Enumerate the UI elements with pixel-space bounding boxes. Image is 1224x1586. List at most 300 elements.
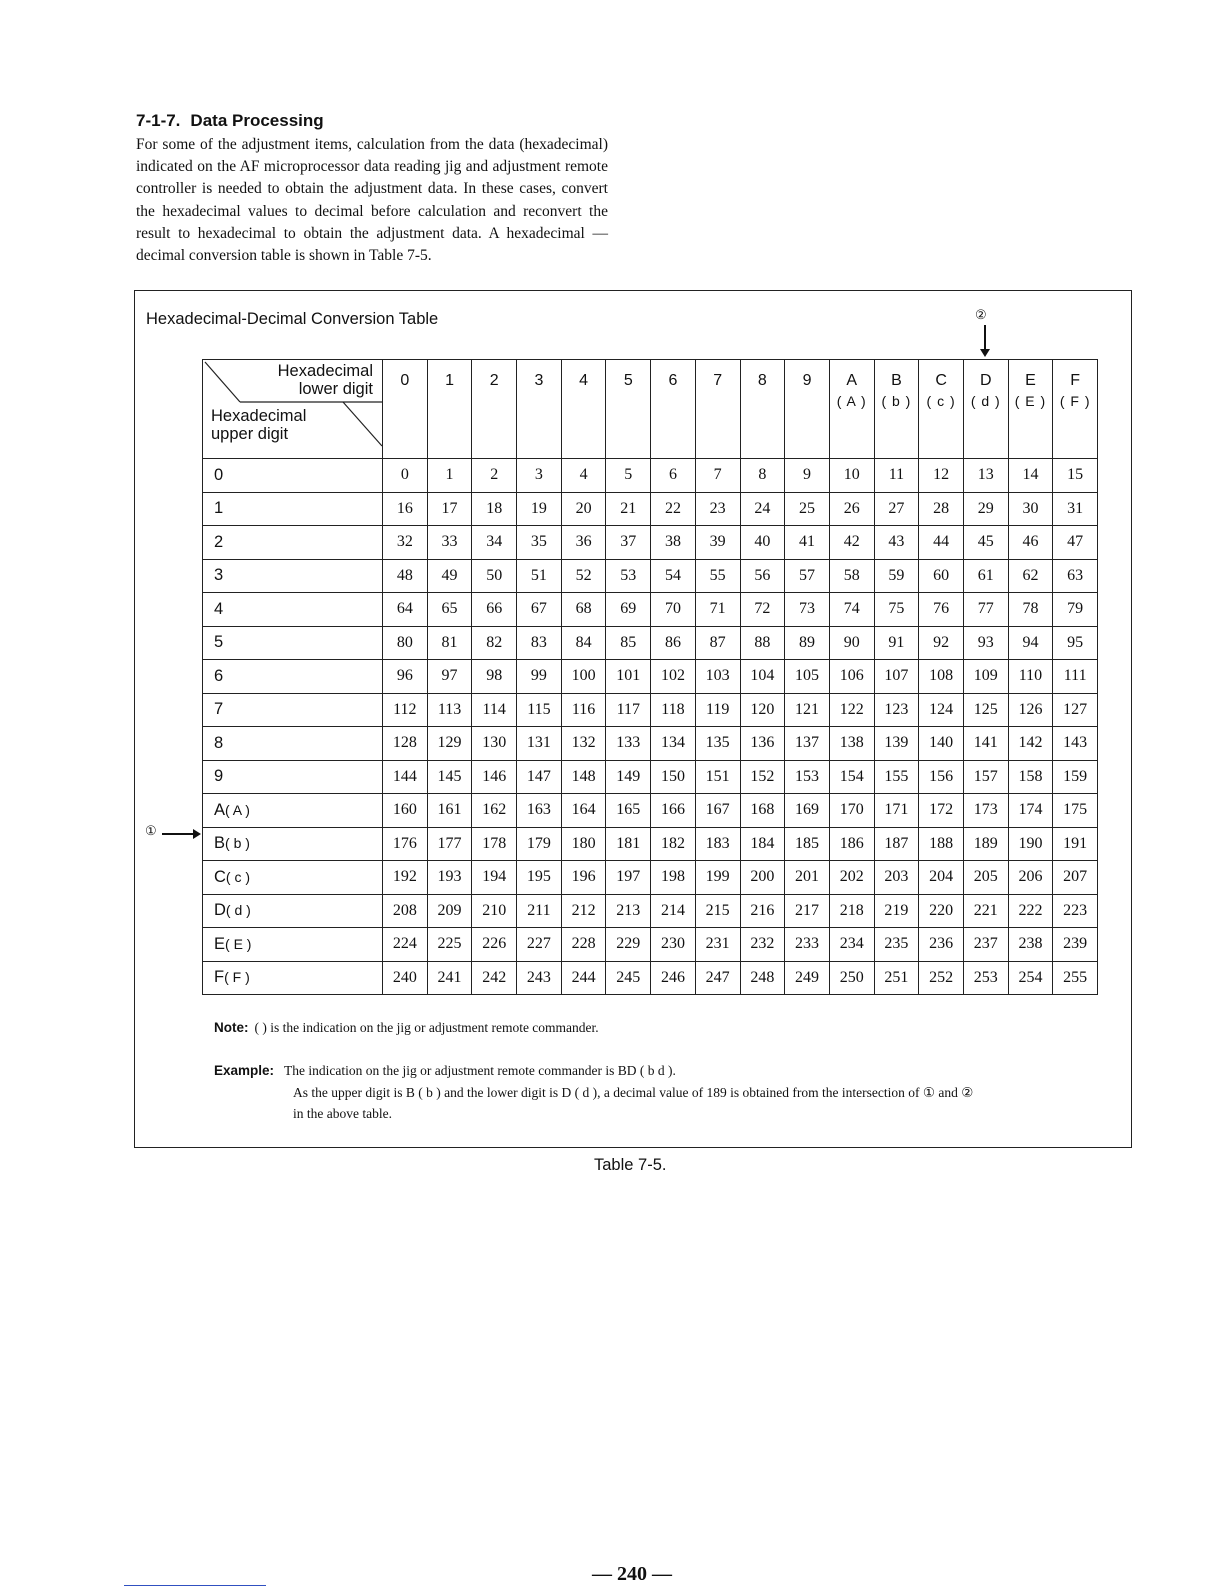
table-row	[203, 693, 1098, 727]
table-row	[203, 593, 1098, 627]
intro-paragraph: For some of the adjustment items, calculation from the data (hexadecimal) indicated on the AF microprocessor data reading jig and adjustment remote controller is needed to obtain the adjustment data. In these cases, convert the hexadecimal values to decimal before calculation and reconvert the result to hexadecimal to obtain the adjustment data. A hexadecimal — decimal conversion table is shown in Table 7-5.	[136, 136, 608, 265]
row-header-4	[203, 593, 383, 627]
table-cell: 244	[561, 961, 606, 995]
table-cell: 58	[829, 559, 874, 593]
column-digit: 2	[489, 372, 499, 389]
column-digit: A	[846, 372, 858, 389]
table-cell: 43	[874, 526, 919, 560]
row-display-symbol: ( A )	[225, 801, 250, 818]
table-cell: 61	[963, 559, 1008, 593]
column-header-1	[427, 360, 472, 459]
table-cell: 113	[427, 693, 472, 727]
table-cell: 163	[517, 794, 562, 828]
table-cell: 178	[472, 827, 517, 861]
table-row	[203, 794, 1098, 828]
table-cell: 106	[829, 660, 874, 694]
table-cell: 129	[427, 727, 472, 761]
column-digit: 3	[534, 372, 544, 389]
table-cell: 56	[740, 559, 785, 593]
row-header-e	[203, 928, 383, 962]
row-digit: A	[214, 800, 226, 819]
table-row	[203, 827, 1098, 861]
down-arrow-icon	[984, 325, 986, 351]
table-cell: 74	[829, 593, 874, 627]
table-cell: 120	[740, 693, 785, 727]
column-header-b	[874, 360, 919, 459]
table-cell: 155	[874, 760, 919, 794]
column-digit: 6	[668, 372, 678, 389]
table-row	[203, 459, 1098, 493]
table-cell: 151	[695, 760, 740, 794]
upper-digit-marker: ①	[145, 823, 157, 838]
row-digit: 1	[214, 499, 224, 518]
table-cell: 222	[1008, 894, 1053, 928]
table-cell: 218	[829, 894, 874, 928]
table-cell: 3	[517, 459, 562, 493]
row-digit: 7	[214, 700, 224, 719]
table-cell: 97	[427, 660, 472, 694]
table-cell: 77	[963, 593, 1008, 627]
table-cell: 253	[963, 961, 1008, 995]
table-cell: 78	[1008, 593, 1053, 627]
table-cell: 159	[1053, 760, 1098, 794]
table-cell: 60	[919, 559, 964, 593]
row-header-3	[203, 559, 383, 593]
table-cell: 57	[785, 559, 830, 593]
row-header-f	[203, 961, 383, 995]
table-cell: 53	[606, 559, 651, 593]
page-number: — 240 —	[592, 1563, 672, 1585]
table-cell: 237	[963, 928, 1008, 962]
table-cell: 118	[651, 693, 696, 727]
table-cell: 185	[785, 827, 830, 861]
arrowhead-right-icon	[193, 829, 201, 839]
column-digit: C	[935, 372, 947, 389]
table-cell: 20	[561, 492, 606, 526]
table-cell: 133	[606, 727, 651, 761]
table-cell: 191	[1053, 827, 1098, 861]
table-cell: 249	[785, 961, 830, 995]
table-cell: 31	[1053, 492, 1098, 526]
table-cell: 122	[829, 693, 874, 727]
table-cell: 175	[1053, 794, 1098, 828]
table-cell: 105	[785, 660, 830, 694]
table-cell: 229	[606, 928, 651, 962]
table-cell: 11	[874, 459, 919, 493]
table-cell: 124	[919, 693, 964, 727]
table-cell: 241	[427, 961, 472, 995]
table-cell: 38	[651, 526, 696, 560]
corner-lower-line: Hexadecimal	[277, 362, 373, 380]
table-cell: 226	[472, 928, 517, 962]
table-cell: 196	[561, 861, 606, 895]
table-cell: 108	[919, 660, 964, 694]
section-title	[136, 111, 324, 131]
table-cell: 139	[874, 727, 919, 761]
table-cell: 187	[874, 827, 919, 861]
table-row	[203, 559, 1098, 593]
table-cell: 63	[1053, 559, 1098, 593]
table-cell: 251	[874, 961, 919, 995]
table-cell: 1	[427, 459, 472, 493]
table-cell: 149	[606, 760, 651, 794]
table-cell: 188	[919, 827, 964, 861]
table-cell: 94	[1008, 626, 1053, 660]
row-digit: 8	[214, 733, 224, 752]
table-cell: 21	[606, 492, 651, 526]
example-line-2: As the upper digit is B ( b ) and the lower digit is D ( d ), a decimal value of 189 is obtained from the intersection of ① and ②	[293, 1085, 974, 1100]
table-cell: 79	[1053, 593, 1098, 627]
table-cell: 49	[427, 559, 472, 593]
table-cell: 248	[740, 961, 785, 995]
column-digit: D	[980, 372, 992, 389]
table-cell: 107	[874, 660, 919, 694]
column-display-symbol: ( A )	[836, 393, 867, 409]
row-header-7	[203, 693, 383, 727]
column-display-symbol: ( F )	[1059, 393, 1091, 409]
corner-lower-label	[278, 362, 373, 398]
table-cell: 121	[785, 693, 830, 727]
table-caption: Hexadecimal-Decimal Conversion Table	[146, 310, 439, 328]
note-label: Note:	[214, 1020, 249, 1035]
table-cell: 47	[1053, 526, 1098, 560]
row-header-8	[203, 727, 383, 761]
table-cell: 18	[472, 492, 517, 526]
table-cell: 204	[919, 861, 964, 895]
table-cell: 213	[606, 894, 651, 928]
column-digit: 9	[802, 372, 812, 389]
table-cell: 72	[740, 593, 785, 627]
row-header-6	[203, 660, 383, 694]
table-cell: 148	[561, 760, 606, 794]
table-cell: 13	[963, 459, 1008, 493]
table-cell: 143	[1053, 727, 1098, 761]
column-header-4	[561, 360, 606, 459]
table-cell: 16	[383, 492, 428, 526]
table-cell: 234	[829, 928, 874, 962]
table-cell: 93	[963, 626, 1008, 660]
table-cell: 111	[1053, 660, 1098, 694]
table-cell: 245	[606, 961, 651, 995]
table-cell: 110	[1008, 660, 1053, 694]
table-cell: 221	[963, 894, 1008, 928]
table-cell: 26	[829, 492, 874, 526]
table-cell: 69	[606, 593, 651, 627]
column-digit: 8	[757, 372, 767, 389]
section-heading: Data Processing	[190, 111, 324, 130]
table-cell: 92	[919, 626, 964, 660]
table-cell: 209	[427, 894, 472, 928]
table-cell: 12	[919, 459, 964, 493]
table-cell: 68	[561, 593, 606, 627]
row-display-symbol: ( c )	[225, 868, 251, 885]
table-cell: 254	[1008, 961, 1053, 995]
table-cell: 35	[517, 526, 562, 560]
row-digit: 5	[214, 633, 224, 652]
table-row	[203, 961, 1098, 995]
table-cell: 34	[472, 526, 517, 560]
table-cell: 210	[472, 894, 517, 928]
row-digit: 0	[214, 465, 224, 484]
table-cell: 220	[919, 894, 964, 928]
table-cell: 64	[383, 593, 428, 627]
table-cell: 144	[383, 760, 428, 794]
table-cell: 230	[651, 928, 696, 962]
table-cell: 114	[472, 693, 517, 727]
table-cell: 150	[651, 760, 696, 794]
table-cell: 223	[1053, 894, 1098, 928]
table-cell: 231	[695, 928, 740, 962]
table-cell: 103	[695, 660, 740, 694]
table-cell: 117	[606, 693, 651, 727]
table-cell: 216	[740, 894, 785, 928]
table-cell: 211	[517, 894, 562, 928]
table-cell: 23	[695, 492, 740, 526]
arrowhead-down-icon	[980, 349, 990, 357]
table-cell: 173	[963, 794, 1008, 828]
table-cell: 138	[829, 727, 874, 761]
table-cell: 91	[874, 626, 919, 660]
table-cell: 9	[785, 459, 830, 493]
column-digit: B	[891, 372, 902, 389]
row-display-symbol: ( b )	[225, 835, 250, 852]
table-cell: 198	[651, 861, 696, 895]
table-cell: 27	[874, 492, 919, 526]
table-cell: 217	[785, 894, 830, 928]
row-header-5	[203, 626, 383, 660]
row-header-d	[203, 894, 383, 928]
table-cell: 193	[427, 861, 472, 895]
column-display-symbol: ( d )	[970, 393, 1001, 409]
column-header-0	[383, 360, 428, 459]
table-cell: 95	[1053, 626, 1098, 660]
table-cell: 80	[383, 626, 428, 660]
table-cell: 2	[472, 459, 517, 493]
table-row	[203, 660, 1098, 694]
table-cell: 153	[785, 760, 830, 794]
table-cell: 208	[383, 894, 428, 928]
corner-cell	[203, 360, 383, 459]
table-cell: 81	[427, 626, 472, 660]
table-cell: 255	[1053, 961, 1098, 995]
table-cell: 71	[695, 593, 740, 627]
table-cell: 236	[919, 928, 964, 962]
table-cell: 75	[874, 593, 919, 627]
table-cell: 5	[606, 459, 651, 493]
table-cell: 164	[561, 794, 606, 828]
table-cell: 90	[829, 626, 874, 660]
row-digit: 4	[214, 599, 224, 618]
table-cell: 156	[919, 760, 964, 794]
table-cell: 127	[1053, 693, 1098, 727]
table-cell: 112	[383, 693, 428, 727]
table-cell: 160	[383, 794, 428, 828]
row-digit: B	[214, 834, 226, 853]
table-cell: 36	[561, 526, 606, 560]
table-row	[203, 526, 1098, 560]
table-cell: 162	[472, 794, 517, 828]
row-digit: D	[214, 901, 226, 920]
conversion-table	[202, 359, 1098, 995]
table-row	[203, 492, 1098, 526]
table-cell: 54	[651, 559, 696, 593]
table-cell: 0	[383, 459, 428, 493]
table-cell: 88	[740, 626, 785, 660]
column-display-symbol: ( E )	[1014, 393, 1047, 409]
column-digit: F	[1070, 372, 1081, 389]
table-cell: 147	[517, 760, 562, 794]
table-cell: 125	[963, 693, 1008, 727]
row-header-a	[203, 794, 383, 828]
column-header-7	[695, 360, 740, 459]
table-cell: 102	[651, 660, 696, 694]
table-cell: 42	[829, 526, 874, 560]
table-cell: 62	[1008, 559, 1053, 593]
table-cell: 194	[472, 861, 517, 895]
table-cell: 33	[427, 526, 472, 560]
table-cell: 116	[561, 693, 606, 727]
row-header-2	[203, 526, 383, 560]
table-cell: 227	[517, 928, 562, 962]
table-cell: 131	[517, 727, 562, 761]
table-cell: 246	[651, 961, 696, 995]
table-cell: 240	[383, 961, 428, 995]
column-digit: 1	[445, 372, 454, 389]
table-cell: 128	[383, 727, 428, 761]
row-header-b	[203, 827, 383, 861]
corner-upper-line: upper digit	[211, 425, 289, 443]
column-header-c	[919, 360, 964, 459]
table-cell: 96	[383, 660, 428, 694]
table-cell: 182	[651, 827, 696, 861]
table-cell: 247	[695, 961, 740, 995]
note	[214, 1020, 599, 1036]
corner-lower-line: lower digit	[298, 380, 373, 398]
table-cell: 89	[785, 626, 830, 660]
example-line-1: The indication on the jig or adjustment remote commander is BD ( b d ).	[284, 1063, 676, 1078]
column-header-f	[1053, 360, 1098, 459]
table-cell: 8	[740, 459, 785, 493]
table-cell: 225	[427, 928, 472, 962]
column-header-2	[472, 360, 517, 459]
table-cell: 123	[874, 693, 919, 727]
table-number: Table 7-5.	[594, 1156, 667, 1174]
table-cell: 235	[874, 928, 919, 962]
column-header-d	[963, 360, 1008, 459]
table-row	[203, 928, 1098, 962]
table-cell: 252	[919, 961, 964, 995]
table-cell: 157	[963, 760, 1008, 794]
table-cell: 142	[1008, 727, 1053, 761]
table-cell: 51	[517, 559, 562, 593]
table-cell: 184	[740, 827, 785, 861]
table-cell: 224	[383, 928, 428, 962]
table-cell: 219	[874, 894, 919, 928]
table-cell: 99	[517, 660, 562, 694]
table-cell: 32	[383, 526, 428, 560]
row-digit: C	[214, 867, 226, 886]
example	[214, 1063, 676, 1079]
column-digit: 4	[579, 372, 589, 389]
table-cell: 195	[517, 861, 562, 895]
table-cell: 239	[1053, 928, 1098, 962]
table-cell: 28	[919, 492, 964, 526]
table-cell: 83	[517, 626, 562, 660]
row-header-0	[203, 459, 383, 493]
table-cell: 44	[919, 526, 964, 560]
table-cell: 169	[785, 794, 830, 828]
table-cell: 165	[606, 794, 651, 828]
table-cell: 24	[740, 492, 785, 526]
row-header-9	[203, 760, 383, 794]
table-cell: 161	[427, 794, 472, 828]
table-cell: 98	[472, 660, 517, 694]
table-cell: 84	[561, 626, 606, 660]
table-cell: 136	[740, 727, 785, 761]
table-cell: 158	[1008, 760, 1053, 794]
table-row	[203, 727, 1098, 761]
table-cell: 137	[785, 727, 830, 761]
table-cell: 242	[472, 961, 517, 995]
header-row	[203, 360, 1098, 459]
table-cell: 192	[383, 861, 428, 895]
right-arrow-icon	[162, 833, 194, 835]
table-cell: 200	[740, 861, 785, 895]
table-cell: 48	[383, 559, 428, 593]
column-header-a	[829, 360, 874, 459]
table-cell: 206	[1008, 861, 1053, 895]
table-row	[203, 626, 1098, 660]
table-row	[203, 894, 1098, 928]
table-cell: 171	[874, 794, 919, 828]
table-cell: 214	[651, 894, 696, 928]
table-cell: 152	[740, 760, 785, 794]
row-digit: F	[214, 968, 225, 987]
column-digit: 5	[623, 372, 633, 389]
table-cell: 4	[561, 459, 606, 493]
column-digit: 7	[713, 372, 723, 389]
table-cell: 85	[606, 626, 651, 660]
table-cell: 46	[1008, 526, 1053, 560]
table-cell: 146	[472, 760, 517, 794]
corner-upper-line: Hexadecimal	[211, 407, 307, 425]
table-cell: 25	[785, 492, 830, 526]
table-cell: 101	[606, 660, 651, 694]
table-cell: 172	[919, 794, 964, 828]
table-cell: 17	[427, 492, 472, 526]
table-cell: 86	[651, 626, 696, 660]
table-cell: 197	[606, 861, 651, 895]
row-digit: 2	[214, 532, 224, 551]
row-digit: E	[214, 934, 226, 953]
table-cell: 14	[1008, 459, 1053, 493]
table-cell: 130	[472, 727, 517, 761]
column-header-e	[1008, 360, 1053, 459]
section-number: 7-1-7.	[136, 111, 181, 130]
note-text: ( ) is the indication on the jig or adjustment remote commander.	[254, 1020, 599, 1035]
table-row	[203, 861, 1098, 895]
column-display-symbol: ( c )	[926, 393, 956, 409]
example-line-3: in the above table.	[293, 1106, 392, 1121]
table-cell: 40	[740, 526, 785, 560]
table-cell: 228	[561, 928, 606, 962]
table-cell: 55	[695, 559, 740, 593]
lower-digit-marker: ②	[975, 307, 987, 322]
table-cell: 135	[695, 727, 740, 761]
table-cell: 50	[472, 559, 517, 593]
row-display-symbol: ( F )	[224, 969, 250, 986]
column-header-6	[651, 360, 696, 459]
